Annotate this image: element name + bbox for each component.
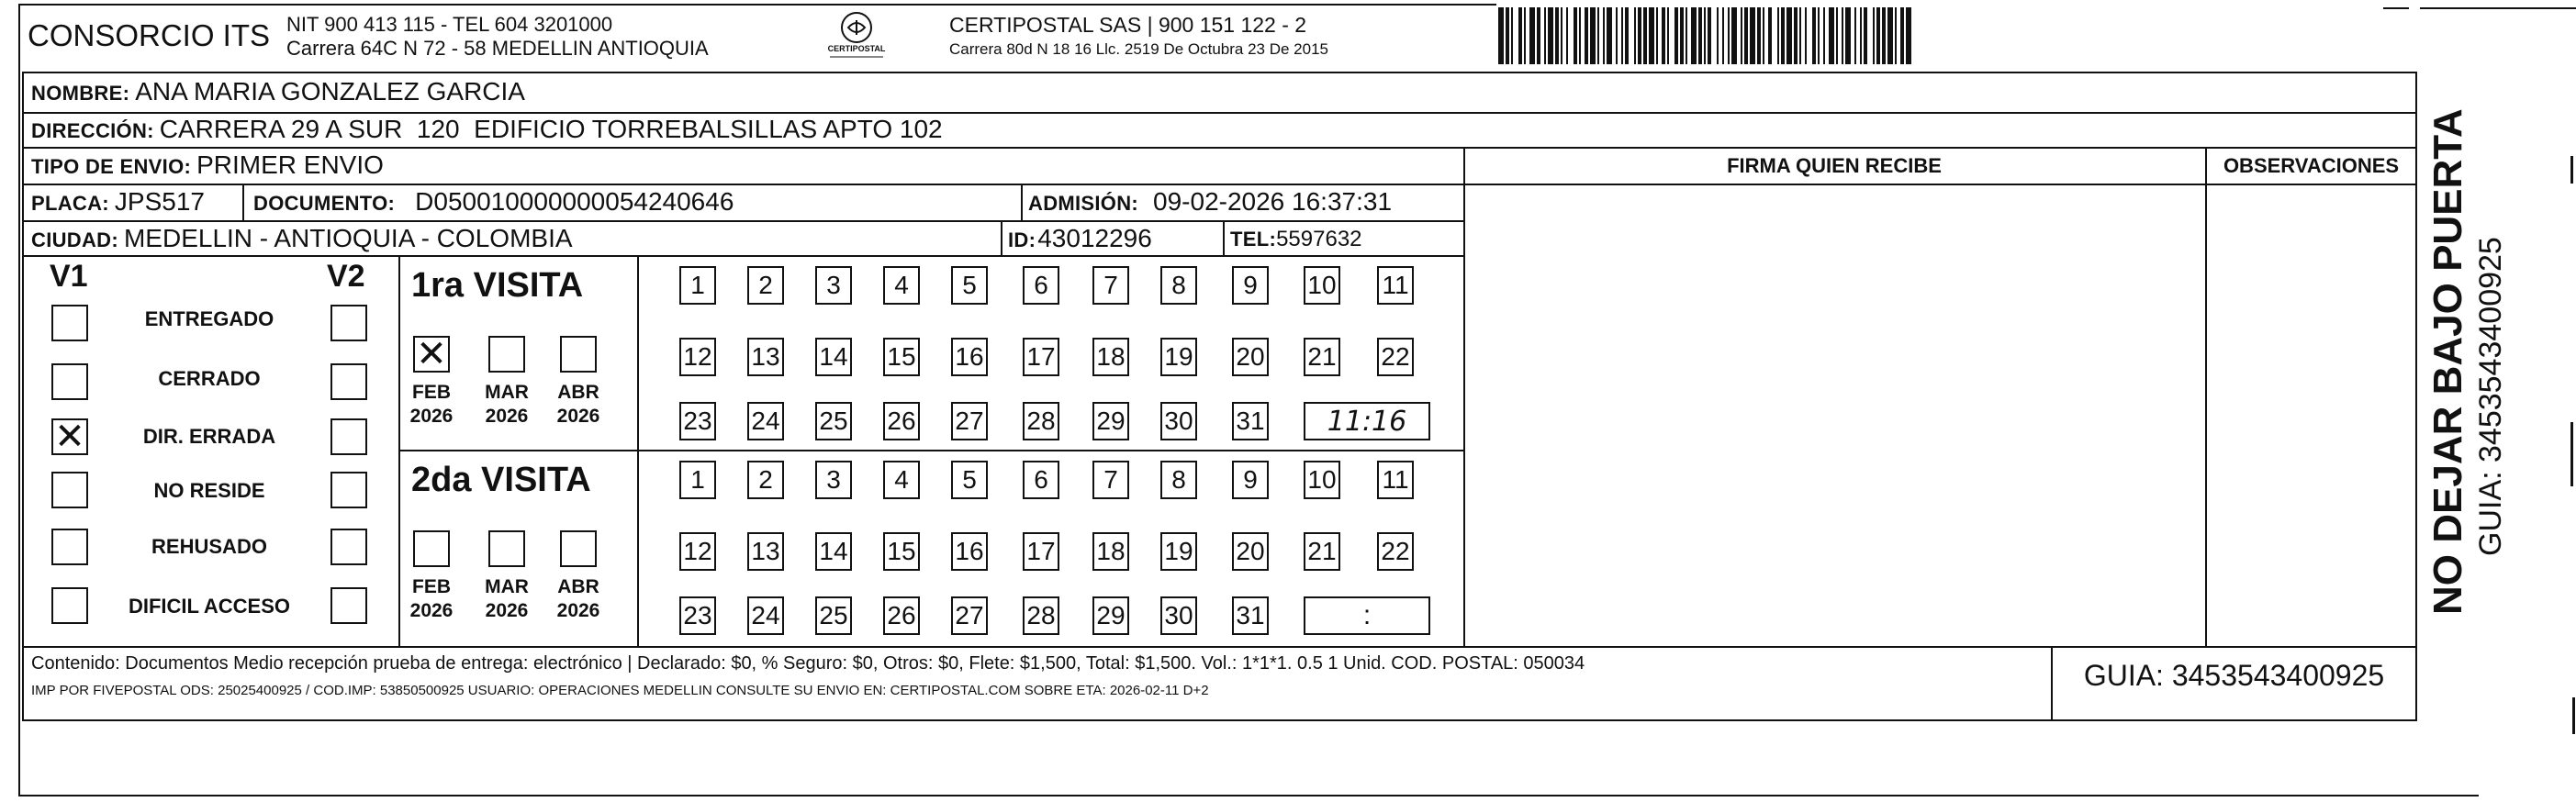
v1-checkbox[interactable] — [51, 529, 88, 565]
month-year: 2026 — [409, 406, 454, 427]
day-box[interactable]: 12 — [679, 338, 716, 376]
v2-label: V2 — [327, 259, 365, 294]
id-value: 43012296 — [1037, 224, 1152, 252]
day-box[interactable]: 14 — [815, 532, 852, 571]
placa-value: JPS517 — [114, 187, 205, 216]
day-box[interactable]: 6 — [1023, 461, 1059, 499]
month-year: 2026 — [556, 406, 600, 427]
tipo-envio-value: PRIMER ENVIO — [196, 150, 384, 179]
day-box[interactable]: 8 — [1160, 461, 1197, 499]
day-box[interactable]: 1 — [679, 266, 716, 305]
direccion-value: CARRERA 29 A SUR 120 EDIFICIO TORREBALSILLAS APTO 102 — [159, 115, 943, 143]
day-box[interactable]: 9 — [1232, 266, 1269, 305]
month-name: ABR — [557, 382, 599, 403]
row-line-3 — [22, 184, 2417, 185]
visit-title: 2da VISITA — [411, 461, 591, 499]
company-nit: NIT 900 413 115 - TEL 604 3201000 — [286, 13, 613, 36]
month-checkbox[interactable] — [560, 530, 597, 567]
day-box[interactable]: 16 — [951, 532, 988, 571]
nombre-value: ANA MARIA GONZALEZ GARCIA — [135, 77, 525, 106]
id-label: ID: — [1008, 228, 1036, 251]
day-box[interactable]: 12 — [679, 532, 716, 571]
day-box[interactable]: 10 — [1304, 266, 1340, 305]
day-box[interactable]: 15 — [883, 532, 920, 571]
month-year: 2026 — [556, 600, 600, 621]
tipo-envio-field — [31, 150, 384, 180]
day-box[interactable]: 24 — [747, 402, 784, 440]
footer-guia: GUIA: 3453543400925 — [2083, 659, 2385, 692]
status-label: DIR. ERRADA — [142, 425, 276, 448]
bottom-edge — [18, 795, 2479, 796]
day-box[interactable]: 25 — [815, 402, 852, 440]
day-box[interactable]: 20 — [1232, 338, 1269, 376]
footer-contenido: Contenido: Documentos Medio recepción prueba de entrega: electrónico | Declarado: $0, % Seguro: $0, Otros: $0, Flete: $1,500, Total: $1,500. Vol.: 1*1*1. 0.5 1 Unid. COD. POSTAL: 050034 — [31, 653, 1585, 674]
tel-field — [1230, 227, 1362, 252]
day-box[interactable]: 2 — [747, 461, 784, 499]
top-right-dash — [2383, 7, 2409, 9]
v1-checkbox[interactable]: ✕ — [51, 418, 88, 455]
day-box[interactable]: 19 — [1160, 532, 1197, 571]
day-box[interactable]: 27 — [951, 402, 988, 440]
day-box[interactable]: 4 — [883, 266, 920, 305]
month-name: FEB — [412, 576, 451, 597]
day-box[interactable]: 11 — [1377, 266, 1414, 305]
day-box[interactable]: 11 — [1377, 461, 1414, 499]
admision-field — [1028, 187, 1392, 217]
col-firma-left — [1463, 147, 1465, 646]
day-box[interactable]: 13 — [747, 338, 784, 376]
ciudad-label: CIUDAD: — [31, 228, 118, 251]
day-box[interactable]: 13 — [747, 532, 784, 571]
day-box[interactable]: 7 — [1092, 461, 1129, 499]
top-right-line — [2420, 7, 2576, 9]
left-edge — [18, 4, 20, 795]
visit-time-box[interactable]: 11:16 — [1304, 402, 1430, 440]
documento-value: D050010000000054240646 — [415, 187, 734, 216]
direccion-field — [31, 115, 943, 144]
day-box[interactable]: 22 — [1377, 338, 1414, 376]
v2-checkbox[interactable] — [330, 587, 367, 624]
day-box[interactable]: 21 — [1304, 532, 1340, 571]
tipo-envio-label: TIPO DE ENVIO: — [31, 155, 192, 178]
day-box[interactable]: 22 — [1377, 532, 1414, 571]
day-box[interactable]: 27 — [951, 596, 988, 635]
visit-divider — [398, 450, 1463, 451]
day-box[interactable]: 31 — [1232, 402, 1269, 440]
month-year: 2026 — [409, 600, 454, 621]
day-box[interactable]: 3 — [815, 461, 852, 499]
day-box[interactable]: 21 — [1304, 338, 1340, 376]
certipostal-logo — [824, 9, 889, 61]
status-label: DIFICIL ACCESO — [128, 595, 290, 618]
day-box[interactable]: 8 — [1160, 266, 1197, 305]
tel-value: 5597632 — [1276, 227, 1362, 251]
month-checkbox[interactable] — [560, 336, 597, 373]
visit-title: 1ra VISITA — [411, 266, 584, 305]
col-admision-sep — [1021, 184, 1023, 220]
row-line-1 — [22, 112, 2417, 114]
company-address: Carrera 64C N 72 - 58 MEDELLIN ANTIOQUIA — [286, 37, 709, 60]
month-year: 2026 — [485, 406, 529, 427]
day-box[interactable]: 18 — [1092, 532, 1129, 571]
day-box[interactable]: 14 — [815, 338, 852, 376]
day-box[interactable]: 4 — [883, 461, 920, 499]
month-name: ABR — [557, 576, 599, 597]
month-name: FEB — [412, 382, 451, 403]
v1-label: V1 — [50, 259, 88, 294]
day-box[interactable]: 28 — [1023, 596, 1059, 635]
month-name: MAR — [485, 576, 529, 597]
col-tel-sep — [1223, 220, 1225, 255]
day-box[interactable]: 26 — [883, 402, 920, 440]
barcode-bar — [1911, 7, 1913, 64]
day-box[interactable]: 29 — [1092, 402, 1129, 440]
ciudad-field — [31, 224, 573, 253]
documento-field — [253, 187, 734, 217]
row-line-4 — [22, 220, 1463, 222]
row-line-5 — [22, 255, 1463, 257]
day-box[interactable]: 16 — [951, 338, 988, 376]
v2-checkbox[interactable] — [330, 418, 367, 455]
admision-value: 09-02-2026 16:37:31 — [1153, 187, 1393, 216]
month-checkbox[interactable]: ✕ — [413, 336, 450, 373]
row-line-6 — [22, 646, 2417, 648]
day-box[interactable]: 30 — [1160, 402, 1197, 440]
status-label: REHUSADO — [151, 535, 267, 558]
top-edge — [18, 4, 1496, 6]
day-box[interactable]: 29 — [1092, 596, 1129, 635]
observaciones-label: OBSERVACIONES — [2223, 154, 2400, 177]
v2-checkbox[interactable] — [330, 363, 367, 400]
certipostal-license: Carrera 80d N 18 16 Llc. 2519 De Octubra 23 De 2015 — [949, 40, 1328, 58]
certipostal-company: CERTIPOSTAL SAS | 900 151 122 - 2 — [949, 13, 1307, 37]
footer-imp: IMP POR FIVEPOSTAL ODS: 25025400925 / COD.IMP: 53850500925 USUARIO: OPERACIONES MEDELLIN CONSULTE SU ENVIO EN: CERTIPOSTAL.COM SOBRE ETA: 2026-02-11 D+2 — [31, 683, 1209, 698]
month-name: MAR — [485, 382, 529, 403]
side-guia: GUIA: 3453543400925 — [2473, 237, 2508, 556]
day-box[interactable]: 5 — [951, 266, 988, 305]
documento-label: DOCUMENTO: — [253, 192, 396, 215]
certipostal-logo-text: CERTIPOSTAL — [827, 44, 886, 53]
day-box[interactable]: 17 — [1023, 532, 1059, 571]
day-box[interactable]: 23 — [679, 596, 716, 635]
day-box[interactable]: 5 — [951, 461, 988, 499]
month-checkbox[interactable] — [488, 336, 525, 373]
firma-label: FIRMA QUIEN RECIBE — [1727, 154, 1942, 177]
day-box[interactable]: 3 — [815, 266, 852, 305]
tel-label: TEL: — [1230, 228, 1277, 251]
ciudad-value: MEDELLIN - ANTIOQUIA - COLOMBIA — [123, 224, 573, 252]
day-box[interactable]: 9 — [1232, 461, 1269, 499]
day-box[interactable]: 24 — [747, 596, 784, 635]
col-placa-sep — [242, 184, 244, 220]
day-box[interactable]: 26 — [883, 596, 920, 635]
row-line-2 — [22, 147, 2417, 149]
nombre-label: NOMBRE: — [31, 82, 130, 105]
status-label: NO RESIDE — [153, 479, 265, 502]
day-box[interactable]: 19 — [1160, 338, 1197, 376]
month-checkbox[interactable] — [488, 530, 525, 567]
day-box[interactable]: 7 — [1092, 266, 1129, 305]
month-year: 2026 — [485, 600, 529, 621]
right-edge-mark-1 — [2570, 156, 2573, 184]
visit-time-box[interactable]: : — [1304, 596, 1430, 635]
v2-checkbox[interactable] — [330, 529, 367, 565]
day-box[interactable]: 1 — [679, 461, 716, 499]
placa-label: PLACA: — [31, 192, 109, 215]
tracking-barcode — [1498, 7, 2183, 64]
month-checkbox[interactable] — [413, 530, 450, 567]
v2-checkbox[interactable] — [330, 472, 367, 508]
v1-checkbox[interactable] — [51, 587, 88, 624]
id-field — [1008, 224, 1152, 253]
day-box[interactable]: 31 — [1232, 596, 1269, 635]
right-edge-mark-2 — [2570, 422, 2573, 486]
col-id-sep — [1001, 220, 1002, 255]
v1-checkbox[interactable] — [51, 472, 88, 508]
day-box[interactable]: 15 — [883, 338, 920, 376]
day-box[interactable]: 10 — [1304, 461, 1340, 499]
right-edge-mark-3 — [2572, 697, 2575, 734]
day-box[interactable]: 28 — [1023, 402, 1059, 440]
v2-checkbox[interactable] — [330, 305, 367, 341]
nombre-field — [31, 77, 525, 106]
status-label: CERRADO — [158, 367, 261, 390]
day-box[interactable]: 25 — [815, 596, 852, 635]
v1-checkbox[interactable] — [51, 363, 88, 400]
day-box[interactable]: 20 — [1232, 532, 1269, 571]
company-name: CONSORCIO ITS — [28, 18, 271, 52]
admision-label: ADMISIÓN: — [1028, 192, 1139, 215]
day-box[interactable]: 17 — [1023, 338, 1059, 376]
direccion-label: DIRECCIÓN: — [31, 119, 154, 142]
day-box[interactable]: 23 — [679, 402, 716, 440]
col-obs-left — [2205, 147, 2207, 646]
status-label: ENTREGADO — [144, 307, 274, 330]
day-box[interactable]: 2 — [747, 266, 784, 305]
day-box[interactable]: 6 — [1023, 266, 1059, 305]
placa-field — [31, 187, 205, 217]
day-box[interactable]: 18 — [1092, 338, 1129, 376]
no-dejar-bajo-puerta: NO DEJAR BAJO PUERTA — [2425, 108, 2470, 615]
v1-checkbox[interactable] — [51, 305, 88, 341]
day-box[interactable]: 30 — [1160, 596, 1197, 635]
